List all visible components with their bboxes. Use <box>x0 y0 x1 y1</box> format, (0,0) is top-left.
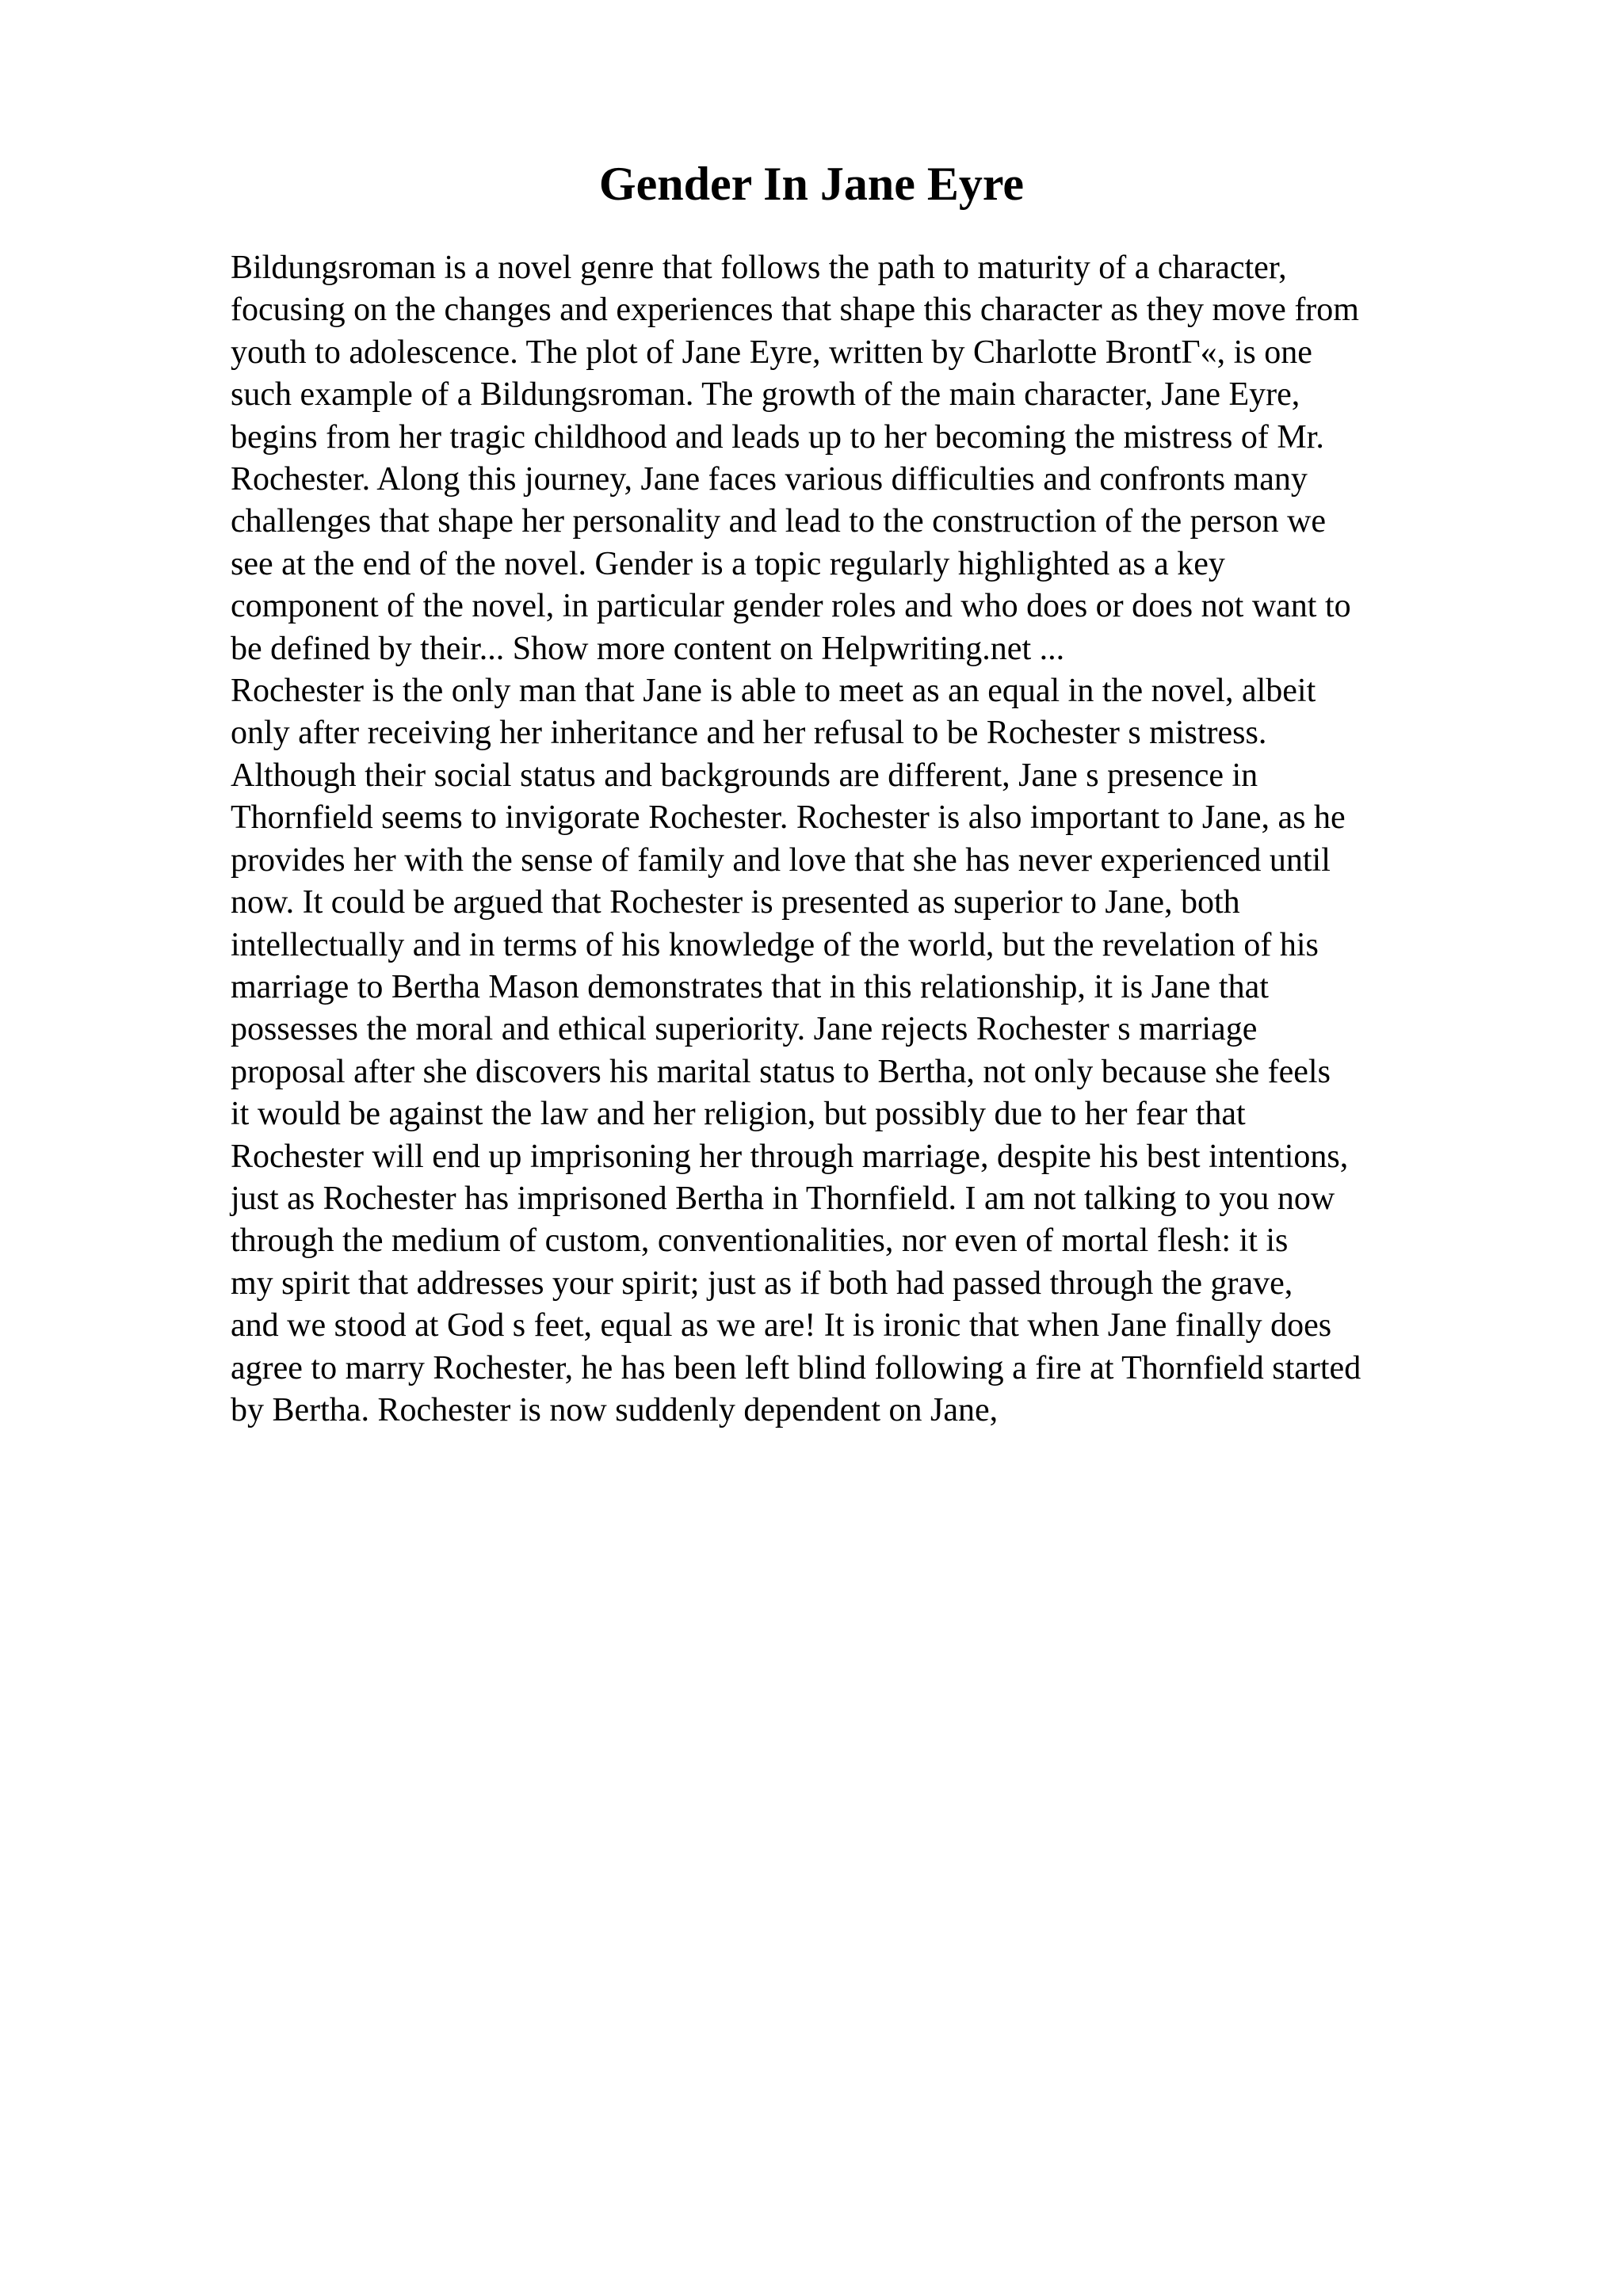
body-line: see at the end of the novel. Gender is a topic regularly highlighted as a key <box>231 545 1225 582</box>
body-line: Although their social status and backgrounds are different, Jane s presence in <box>231 757 1258 794</box>
body-line: component of the novel, in particular gender roles and who does or does not want to <box>231 588 1351 625</box>
body-line: focusing on the changes and experiences that shape this character as they move from <box>231 292 1359 329</box>
body-line: through the medium of custom, conventionalities, nor even of mortal flesh: it is <box>231 1222 1289 1260</box>
body-line: it would be against the law and her religion, but possibly due to her fear that <box>231 1096 1246 1133</box>
body-line: challenges that shape her personality and lead to the construction of the person we <box>231 503 1327 540</box>
document-title: Gender In Jane Eyre <box>598 158 1025 210</box>
body-line: possesses the moral and ethical superiority. Jane rejects Rochester s marriage <box>231 1011 1258 1048</box>
body-line: marriage to Bertha Mason demonstrates that in this relationship, it is Jane that <box>231 968 1269 1005</box>
body-line: agree to marry Rochester, he has been left blind following a fire at Thornfield started <box>231 1349 1361 1386</box>
body-line: proposal after she discovers his marital status to Bertha, not only because she feels <box>231 1053 1331 1090</box>
body-line: Rochester is the only man that Jane is able to meet as an equal in the novel, albeit <box>231 673 1316 710</box>
body-line: such example of a Bildungsroman. The growth of the main character, Jane Eyre, <box>231 376 1300 414</box>
body-line: begins from her tragic childhood and leads up to her becoming the mistress of Mr. <box>231 418 1324 456</box>
document-body <box>231 247 1514 1432</box>
body-line: and we stood at God s feet, equal as we are! It is ironic that when Jane finally does <box>231 1307 1332 1344</box>
body-line: Thornfield seems to invigorate Rochester. Rochester is also important to Jane, as he <box>231 799 1346 837</box>
body-line: by Bertha. Rochester is now suddenly dependent on Jane, <box>231 1391 999 1428</box>
body-line: be defined by their... Show more content on Helpwriting.net ... <box>231 630 1065 667</box>
body-line: only after receiving her inheritance and her refusal to be Rochester s mistress. <box>231 715 1267 752</box>
body-line: Bildungsroman is a novel genre that follows the path to maturity of a character, <box>231 250 1287 286</box>
body-line: my spirit that addresses your spirit; just as if both had passed through the grave, <box>231 1264 1293 1302</box>
body-line: Rochester. Along this journey, Jane faces various difficulties and confronts many <box>231 461 1308 498</box>
body-line: intellectually and in terms of his knowledge of the world, but the revelation of his <box>231 926 1319 963</box>
body-line: Rochester will end up imprisoning her through marriage, despite his best intentions, <box>231 1138 1349 1175</box>
body-line: now. It could be argued that Rochester is presented as superior to Jane, both <box>231 884 1240 921</box>
body-line: provides her with the sense of family and love that she has never experienced until <box>231 841 1331 879</box>
body-line: just as Rochester has imprisoned Bertha in Thornfield. I am not talking to you now <box>231 1180 1335 1217</box>
body-line: youth to adolescence. The plot of Jane Eyre, written by Charlotte BrontΓ«, is one <box>231 334 1312 371</box>
